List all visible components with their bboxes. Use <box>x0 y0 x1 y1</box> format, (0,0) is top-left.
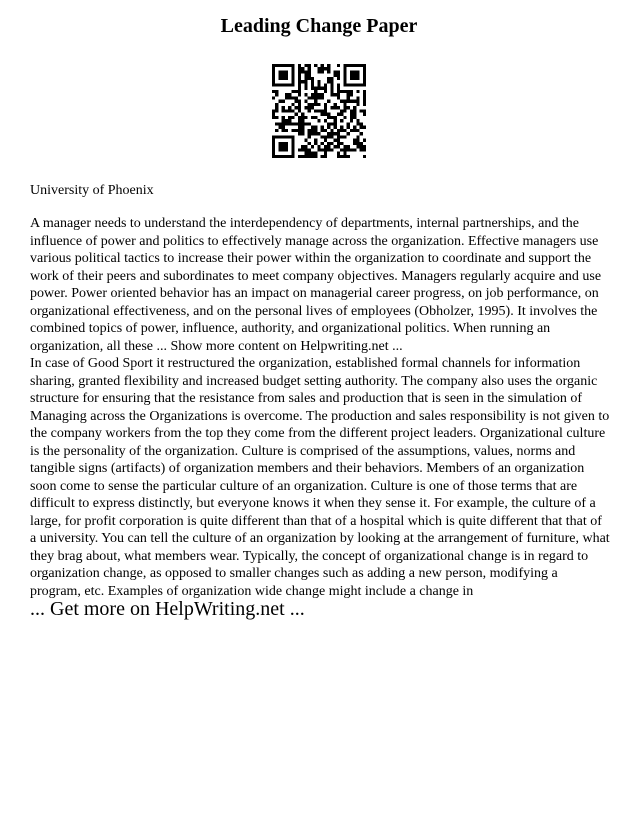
paragraph: A manager needs to understand the interdependency of departments, internal partnerships, and the influence of power and politics to effectively manage across the organization. Effective managers use various political tactics to increase their power within the organization to coordinate and support the work of their peers and subordinates to meet company objectives. Managers regularly acquire and use power. Power oriented behavior has an impact on managerial career progress, on job performance, on organizational effectiveness, and on the personal lives of employees (Obholzer, 1995). It involves the combined topics of power, influence, authority, and organizational politics. When running an organization, all these ... Show more content on Helpwriting.net ... <box>30 216 602 354</box>
institution-name: University of Phoenix <box>30 183 154 198</box>
qr-code-icon <box>272 64 366 158</box>
get-more-link[interactable]: ... Get more on HelpWriting.net ... <box>30 598 305 620</box>
document-title: Leading Change Paper <box>220 15 418 37</box>
paragraph: In case of Good Sport it restructured the organization, established formal channels for information sharing, granted flexibility and increased budget setting authority. The company also uses the organic structure for ensuring that the resistance from sales and production that is seen in the simulation of Managing across the Organizations is overcome. The production and sales responsibility is not given to the company workers from the top they come from the different project leaders. Organizational culture is the personality of the organization. Culture is comprised of the assumptions, values, norms and tangible signs (artifacts) of organization members and their behaviors. Members of an organization soon come to sense the particular culture of an organization. Culture is one of those terms that are difficult to express distinctly, but everyone knows it when they sense it. For example, the culture of a large, for profit corporation is quite different than that of a hospital which is quite different that that of a university. You can tell the culture of an organization by looking at the arrangement of furniture, what they brag about, what members wear. Typically, the concept of organizational change is in regard to organization change, as opposed to smaller changes such as adding a new person, modifying a program, etc. Examples of organization wide change might include a change in <box>30 356 610 599</box>
body-text <box>30 215 610 600</box>
